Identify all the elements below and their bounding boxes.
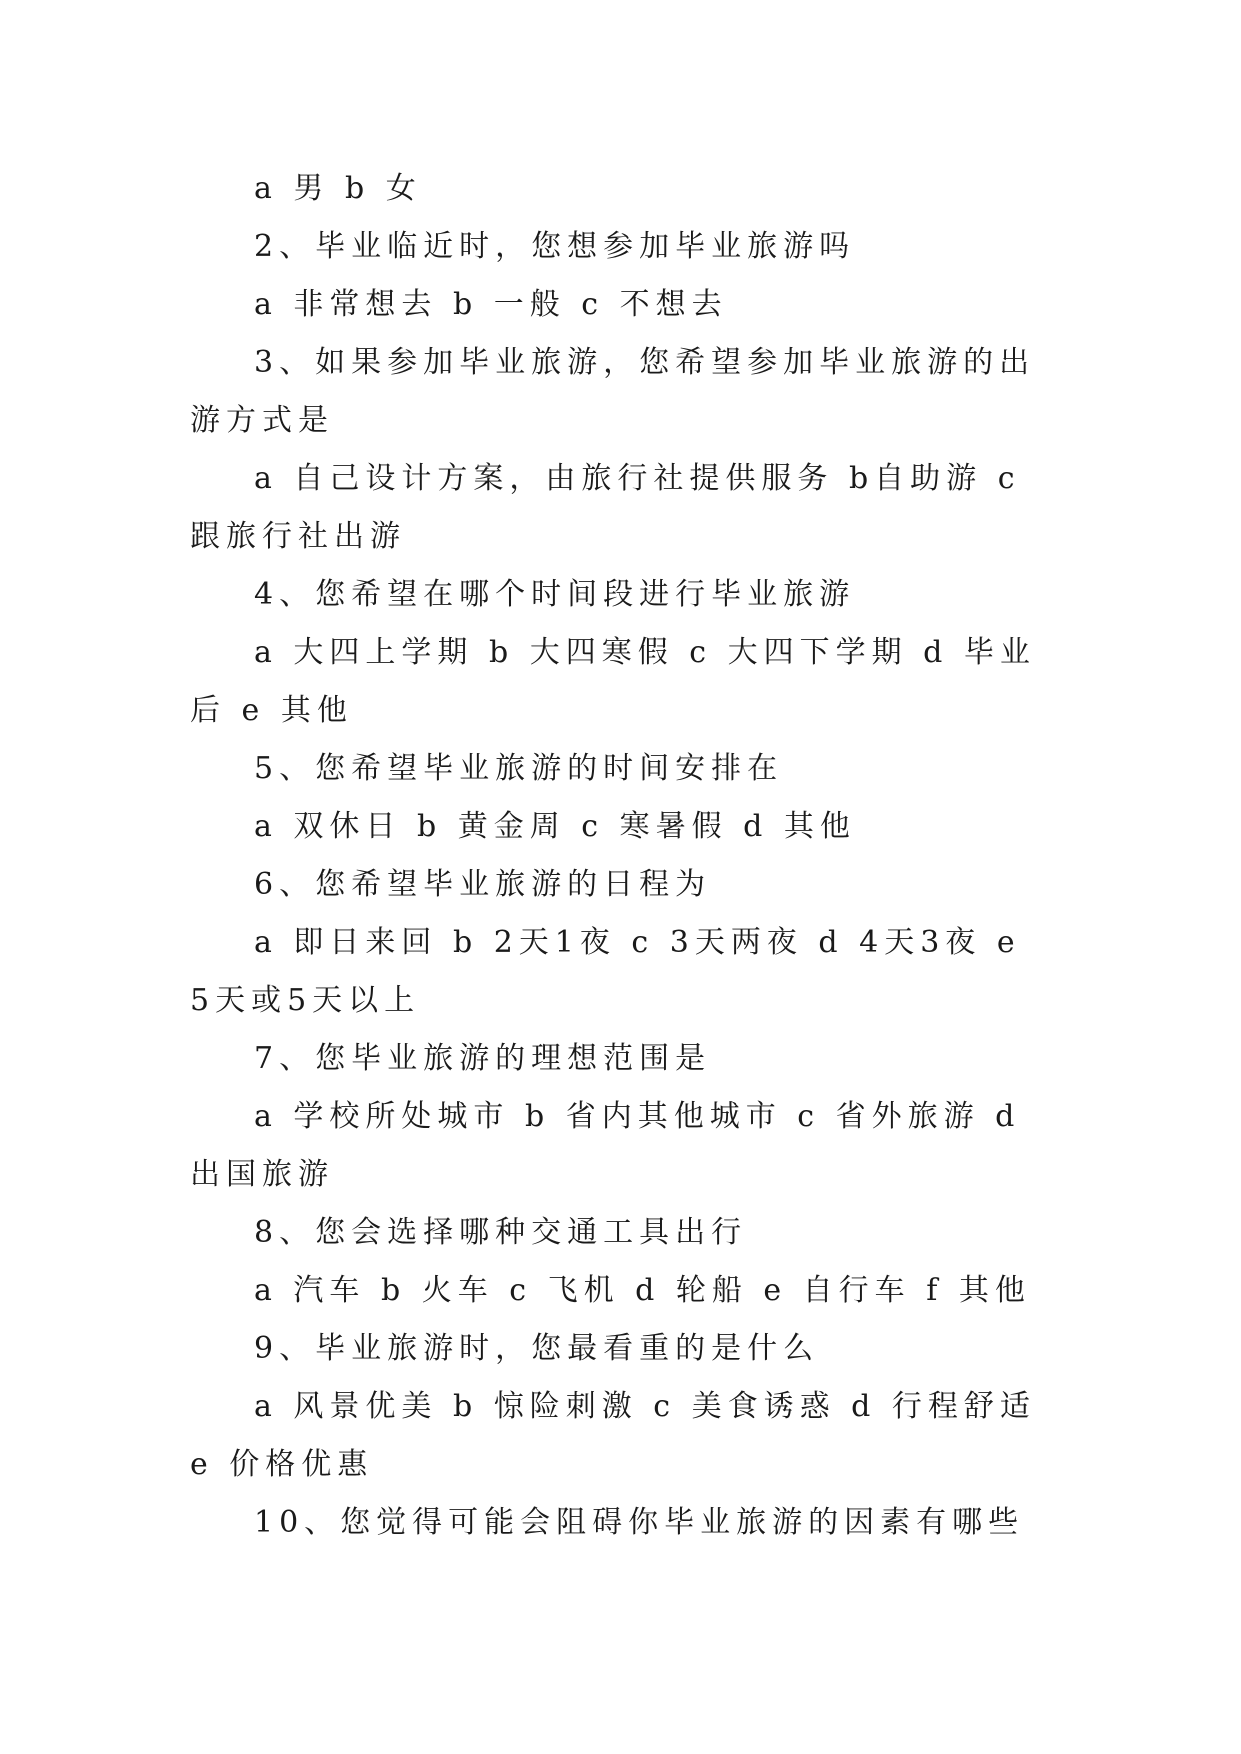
answer-options-q3: a 自己设计方案，由旅行社提供服务 b自助游 c 跟旅行社出游 — [190, 461, 1021, 554]
question-6: 6、您希望毕业旅游的日程为 — [254, 867, 712, 902]
question-9: 9、毕业旅游时，您最看重的是什么 — [254, 1331, 820, 1366]
question-10: 10、您觉得可能会阻碍你毕业旅游的因素有哪些 — [254, 1505, 1025, 1540]
question-2: 2、毕业临近时，您想参加毕业旅游吗 — [254, 229, 856, 264]
question-7: 7、您毕业旅游的理想范围是 — [254, 1041, 712, 1076]
questionnaire-body — [190, 160, 1050, 1552]
answer-options-q8: a 汽车 b 火车 c 飞机 d 轮船 e 自行车 f 其他 — [254, 1273, 1031, 1308]
question-5: 5、您希望毕业旅游的时间安排在 — [254, 751, 784, 786]
answer-options-q4: a 大四上学期 b 大四寒假 c 大四下学期 d 毕业后 e 其他 — [190, 635, 1036, 728]
answer-options-q7: a 学校所处城市 b 省内其他城市 c 省外旅游 d 出国旅游 — [190, 1099, 1021, 1192]
answer-options-q2: a 非常想去 b 一般 c 不想去 — [254, 287, 728, 322]
answer-options-q1: a 男 b 女 — [254, 171, 422, 206]
question-4: 4、您希望在哪个时间段进行毕业旅游 — [254, 577, 856, 612]
answer-options-q9: a 风景优美 b 惊险刺激 c 美食诱惑 d 行程舒适 e 价格优惠 — [190, 1389, 1036, 1482]
answer-options-q6: a 即日来回 b 2天1夜 c 3天两夜 d 4天3夜 e 5天或5天以上 — [190, 925, 1021, 1018]
question-3: 3、如果参加毕业旅游，您希望参加毕业旅游的出游方式是 — [190, 345, 1036, 438]
question-8: 8、您会选择哪种交通工具出行 — [254, 1215, 748, 1250]
answer-options-q5: a 双休日 b 黄金周 c 寒暑假 d 其他 — [254, 809, 856, 844]
